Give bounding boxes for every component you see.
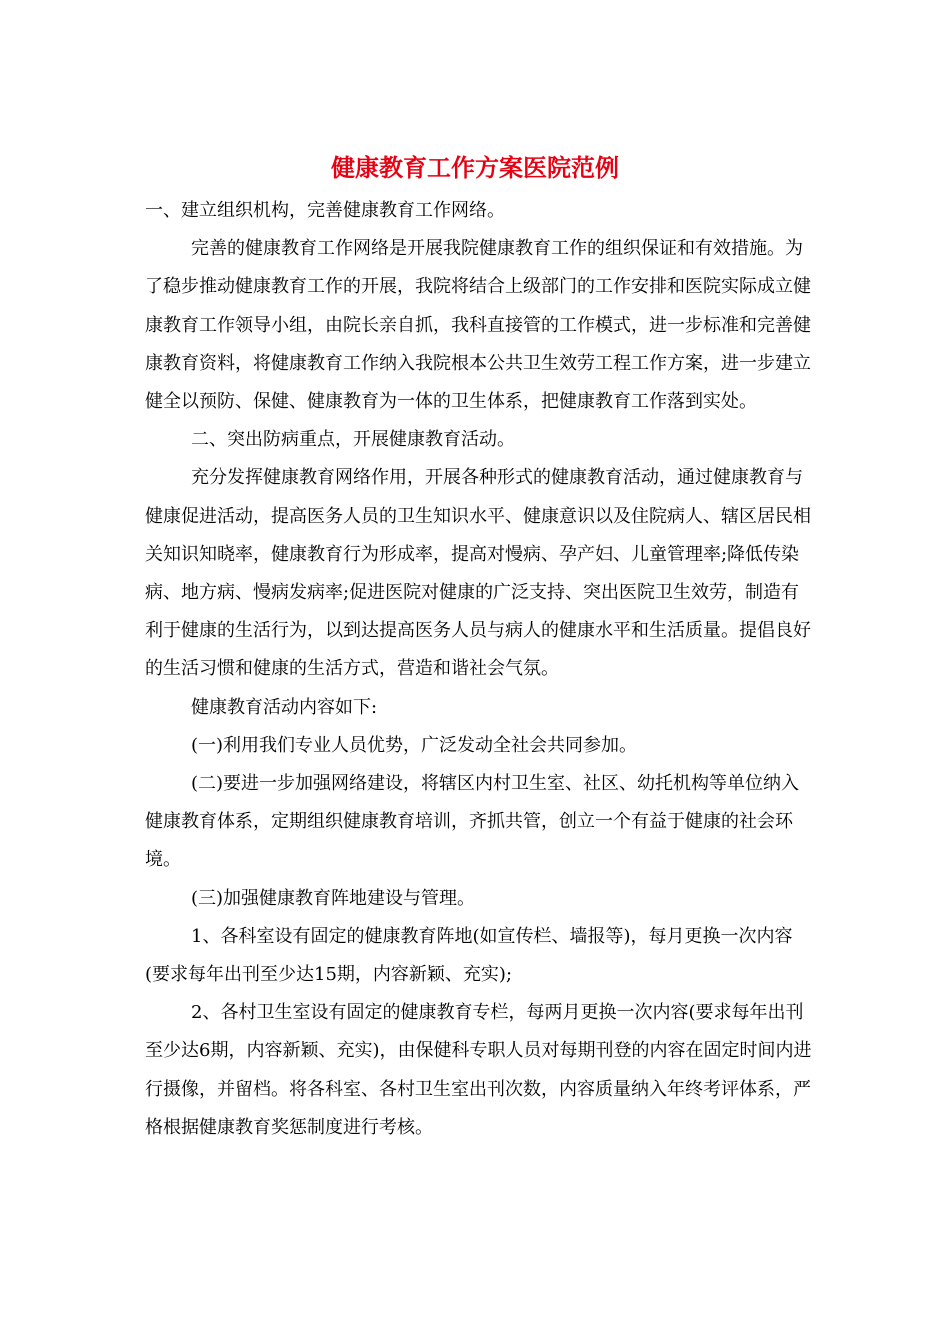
sub-item-2: 2、各村卫生室设有固定的健康教育专栏，每两月更换一次内容(要求每年出刊至少达6期，内容新颖、充实)，由保健科专职人员对每期刊登的内容在固定时间内进行摄像，并留档。将各科室、各村卫生室出刊次数，内容质量纳入年终考评体系，严格根据健康教育奖惩制度进行考核。 bbox=[145, 1002, 812, 1138]
document-body bbox=[145, 192, 815, 1147]
paragraph-2: 充分发挥健康教育网络作用，开展各种形式的健康教育活动，通过健康教育与健康促进活动，提高医务人员的卫生知识水平、健康意识以及住院病人、辖区居民相关知识知晓率，健康教育行为形成率，提高对慢病、孕产妇、儿童管理率;降低传染病、地方病、慢病发病率;促进医院对健康的广泛支持、突出医院卫生效劳，制造有利于健康的生活行为，以到达提高医务人员与病人的健康水平和生活质量。提倡良好的生活习惯和健康的生活方式，营造和谐社会气氛。 bbox=[145, 467, 811, 680]
list-item-1: (一)利用我们专业人员优势，广泛发动全社会共同参加。 bbox=[191, 734, 638, 756]
activity-intro: 健康教育活动内容如下: bbox=[191, 696, 378, 718]
list-item-2: (二)要进一步加强网络建设，将辖区内村卫生室、社区、幼托机构等单位纳入健康教育体系，定期组织健康教育培训，齐抓共管，创立一个有益于健康的社会环境。 bbox=[145, 773, 800, 871]
paragraph-1: 完善的健康教育工作网络是开展我院健康教育工作的组织保证和有效措施。为了稳步推动健康教育工作的开展，我院将结合上级部门的工作安排和医院实际成立健康教育工作领导小组，由院长亲自抓，我科直接管的工作模式，进一步标准和完善健康教育资料，将健康教育工作纳入我院根本公共卫生效劳工程工作方案，进一步建立健全以预防、保健、健康教育为一体的卫生体系，把健康教育工作落到实处。 bbox=[145, 238, 811, 413]
section-heading-2: 二、突出防病重点，开展健康教育活动。 bbox=[191, 429, 515, 451]
section-heading-1: 一、建立组织机构，完善健康教育工作网络。 bbox=[145, 200, 505, 221]
list-item-3: (三)加强健康教育阵地建设与管理。 bbox=[191, 887, 476, 909]
sub-item-1: 1、各科室设有固定的健康教育阵地(如宣传栏、墙报等)，每月更换一次内容(要求每年出刊至少达15期，内容新颖、充实); bbox=[145, 925, 793, 986]
document-title: 健康教育工作方案医院范例 bbox=[331, 153, 619, 182]
